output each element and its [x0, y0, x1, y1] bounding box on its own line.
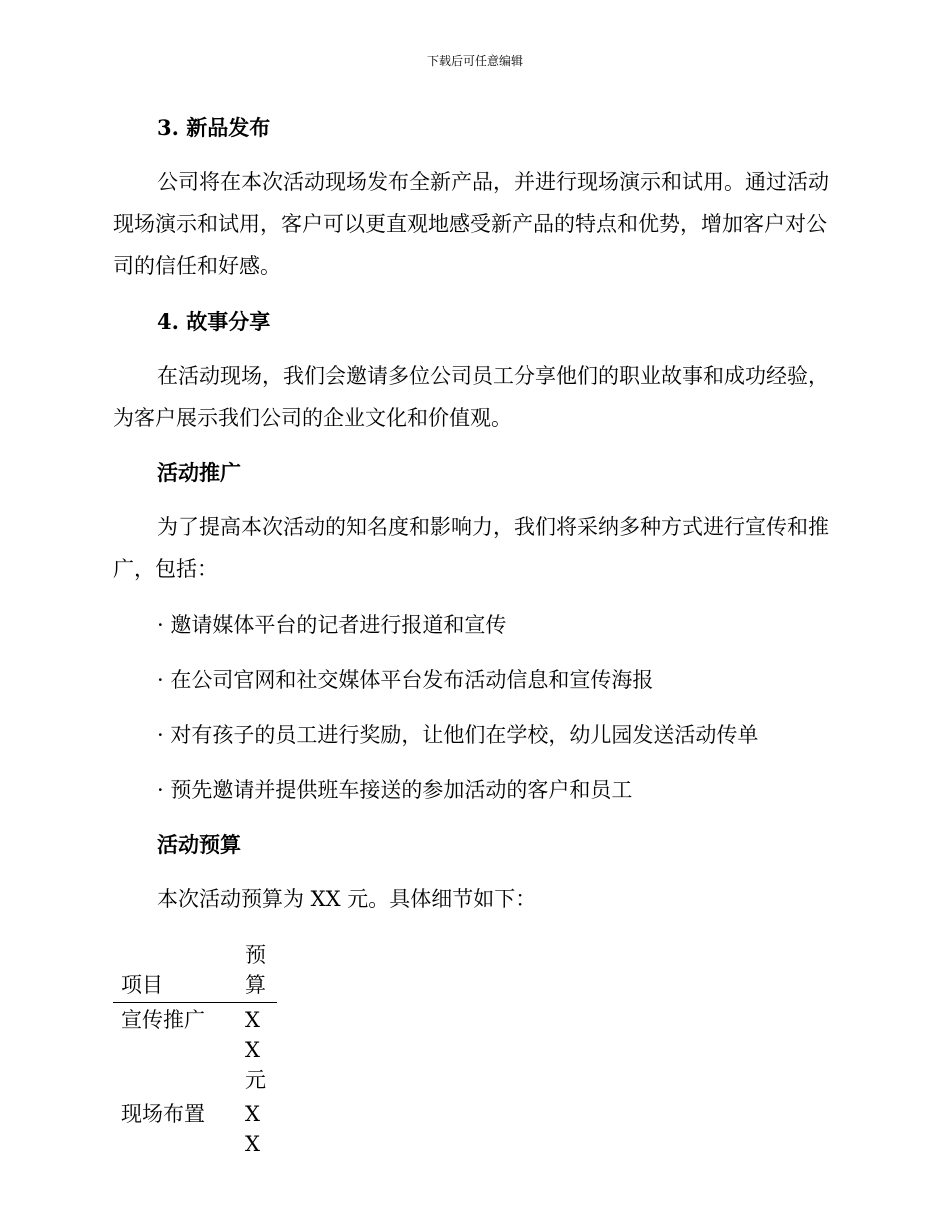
table-cell-budget: XX [245, 1102, 260, 1156]
page-header: 下载后可任意编辑 [426, 54, 523, 68]
table-cell-item: 宣传推广 [121, 1008, 205, 1032]
budget-table [113, 938, 277, 1161]
heading-story: 4. 故事分享 [157, 309, 271, 334]
table-header-budget: 预算 [237, 938, 277, 1003]
table-row [113, 1097, 277, 1161]
table-row [113, 1003, 277, 1098]
bullet-item: · 预先邀请并提供班车接送的参加活动的客户和员工 [157, 778, 633, 802]
paragraph-promotion: 为了提高本次活动的知名度和影响力，我们将采纳多种方式进行宣传和推广，包括： [113, 515, 829, 581]
paragraph-budget: 本次活动预算为 XX 元。具体细节如下： [157, 887, 537, 911]
table-header-item: 项目 [113, 938, 237, 1003]
heading-budget: 活动预算 [157, 832, 241, 857]
table-cell-item: 现场布置 [121, 1102, 205, 1126]
bullet-item: · 对有孩子的员工进行奖励，让他们在学校，幼儿园发送活动传单 [157, 723, 759, 747]
table-cell-budget: XX 元 [245, 1008, 266, 1092]
bullet-item: · 在公司官网和社交媒体平台发布活动信息和宣传海报 [157, 668, 654, 692]
paragraph-new-product: 公司将在本次活动现场发布全新产品，并进行现场演示和试用。通过活动现场演示和试用，客户可以更直观地感受新产品的特点和优势，增加客户对公司的信任和好感。 [113, 170, 829, 278]
paragraph-story: 在活动现场，我们会邀请多位公司员工分享他们的职业故事和成功经验，为客户展示我们公司的企业文化和价值观。 [113, 364, 829, 430]
heading-new-product: 3. 新品发布 [157, 115, 271, 140]
heading-promotion: 活动推广 [157, 460, 241, 485]
bullet-item: · 邀请媒体平台的记者进行报道和宣传 [157, 613, 507, 637]
table-header-row [113, 938, 277, 1003]
